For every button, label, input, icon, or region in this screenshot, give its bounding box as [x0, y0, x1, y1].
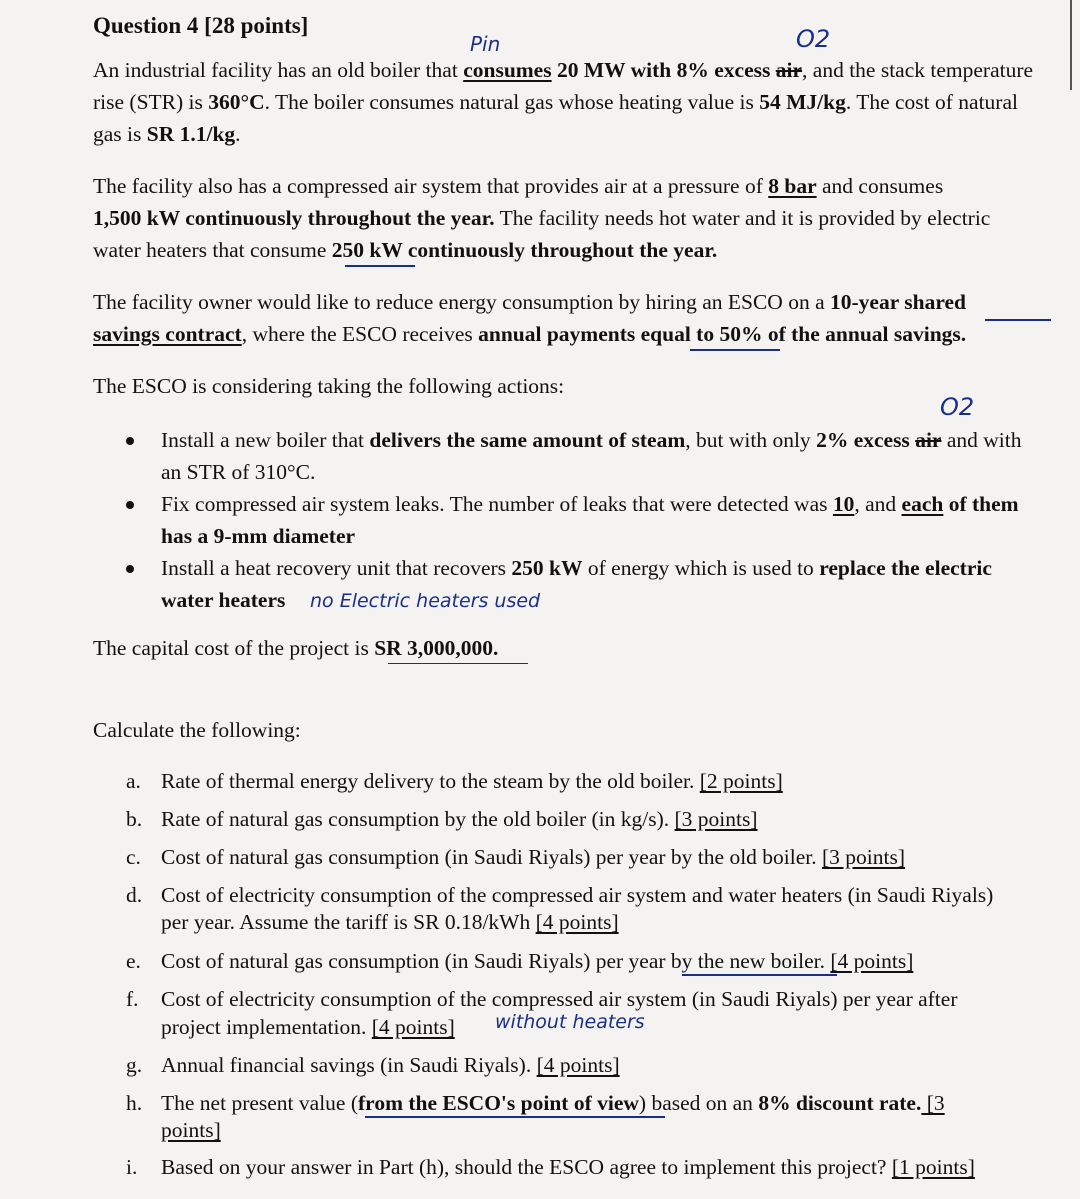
handwritten-o2-top: O2 — [796, 25, 831, 53]
item-b-label: b. — [126, 807, 143, 831]
item-c-label: c. — [126, 845, 141, 869]
intro-line-1: An industrial facility has an old boiler that consumes 20 MW with 8% excess air, and the stack temperature — [93, 58, 1034, 82]
item-d-label: d. — [126, 883, 143, 907]
handwritten-underline — [682, 974, 837, 976]
item-d-line-1: Cost of electricity consumption of the compressed air system and water heaters (in Saudi Riyals) — [161, 883, 994, 907]
item-a: Rate of thermal energy delivery to the steam by the old boiler. [2 points] — [161, 769, 783, 793]
page-edge-mark — [1070, 0, 1072, 90]
capital-cost: The capital cost of the project is SR 3,000,000. — [93, 636, 499, 660]
intro-line-3: gas is SR 1.1/kg. — [93, 122, 241, 146]
item-h-label: h. — [126, 1091, 143, 1115]
handwritten-pin: Pin — [470, 32, 501, 56]
handwritten-underline — [365, 1116, 665, 1118]
action-2-line-2: has a 9-mm diameter — [161, 524, 356, 548]
para2-line-1: The facility also has a compressed air system that provides air at a pressure of 8 bar and consumes — [93, 174, 944, 198]
item-g-label: g. — [126, 1053, 143, 1077]
action-3-line-2: water heaters — [161, 588, 286, 612]
action-2-line-1: Fix compressed air system leaks. The number of leaks that were detected was 10, and each of them — [161, 492, 1019, 516]
para3-line-2: savings contract, where the ESCO receives annual payments equal to 50% of the annual savings. — [93, 322, 967, 346]
action-1-line-2: an STR of 310°C. — [161, 460, 316, 484]
handwritten-underline — [985, 319, 1051, 321]
handwritten-no-heaters: no Electric heaters used — [310, 590, 541, 612]
action-1-line-1: Install a new boiler that delivers the same amount of steam, but with only 2% excess air and with — [161, 428, 1022, 452]
intro-line-2: rise (STR) is 360°C. The boiler consumes natural gas whose heating value is 54 MJ/kg. The cost of natural — [93, 90, 1018, 114]
item-d-line-2: per year. Assume the tariff is SR 0.18/kWh [4 points] — [161, 910, 619, 934]
handwritten-o2-bullet: O2 — [940, 393, 975, 421]
item-b: Rate of natural gas consumption by the old boiler (in kg/s). [3 points] — [161, 807, 758, 831]
item-c: Cost of natural gas consumption (in Saudi Riyals) per year by the old boiler. [3 points] — [161, 845, 906, 869]
para2-line-3: water heaters that consume 250 kW continuously throughout the year. — [93, 238, 718, 262]
handwritten-underline — [690, 349, 780, 351]
handwritten-underline — [388, 663, 528, 664]
bullet-icon — [126, 501, 134, 509]
bullet-icon — [126, 437, 134, 445]
handwritten-without-heaters: without heaters — [495, 1011, 645, 1033]
handwritten-underline — [345, 265, 415, 267]
item-f-line-1: Cost of electricity consumption of the compressed air system (in Saudi Riyals) per year after — [161, 987, 958, 1011]
actions-intro: The ESCO is considering taking the following actions: — [93, 374, 565, 398]
para3-line-1: The facility owner would like to reduce energy consumption by hiring an ESCO on a 10-year shared — [93, 290, 966, 314]
item-g: Annual financial savings (in Saudi Riyals). [4 points] — [161, 1053, 620, 1077]
item-f-line-2: project implementation. [4 points] — [161, 1015, 455, 1039]
item-f-label: f. — [126, 987, 139, 1011]
item-h-line-1: The net present value (from the ESCO's point of view) based on an 8% discount rate. [3 — [161, 1091, 945, 1115]
action-3-line-1: Install a heat recovery unit that recovers 250 kW of energy which is used to replace the electric — [161, 556, 992, 580]
item-e: Cost of natural gas consumption (in Saudi Riyals) per year by the new boiler. [4 points] — [161, 949, 914, 973]
bullet-icon — [126, 565, 134, 573]
calc-intro: Calculate the following: — [93, 718, 301, 742]
item-e-label: e. — [126, 949, 141, 973]
item-i-label: i. — [126, 1155, 138, 1179]
item-h-line-2: points] — [161, 1118, 221, 1142]
item-i: Based on your answer in Part (h), should the ESCO agree to implement this project? [1 points] — [161, 1155, 975, 1179]
para2-line-2: 1,500 kW continuously throughout the year. The facility needs hot water and it is provided by electric — [93, 206, 991, 230]
item-a-label: a. — [126, 769, 141, 793]
question-title: Question 4 [28 points] — [93, 13, 309, 38]
